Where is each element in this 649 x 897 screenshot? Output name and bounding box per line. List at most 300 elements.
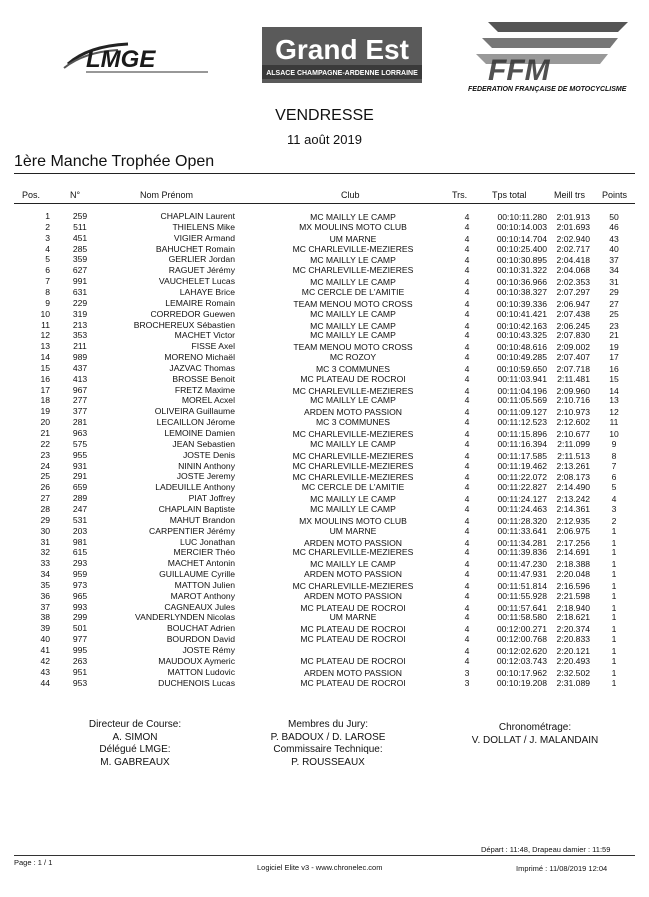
result-laps: 4 xyxy=(464,385,470,396)
result-points: 2 xyxy=(611,515,617,526)
result-best-lap: 2:16.596 xyxy=(556,580,590,591)
result-position: 2 xyxy=(45,221,50,232)
result-position: 39 xyxy=(40,623,50,634)
result-club: MC CHARLEVILLE-MEZIERES xyxy=(292,472,414,483)
result-bib-number: 285 xyxy=(72,243,88,254)
result-total-time: 00:11:04.196 xyxy=(497,385,547,396)
result-bib-number: 627 xyxy=(72,265,88,276)
result-laps: 4 xyxy=(464,494,470,505)
result-position: 28 xyxy=(40,503,50,514)
result-best-lap: 2:11.513 xyxy=(557,450,590,461)
result-club: MC CHARLEVILLE-MEZIERES xyxy=(292,243,414,254)
result-rider-name: MACHET Victor xyxy=(174,330,235,341)
result-points: 50 xyxy=(609,212,619,222)
result-points: 29 xyxy=(609,286,619,297)
result-rider-name: BOUCHAT Adrien xyxy=(167,623,235,634)
result-position: 5 xyxy=(45,254,50,265)
result-position: 10 xyxy=(40,308,50,319)
result-club: ARDEN MOTO PASSION xyxy=(303,569,403,580)
table-row xyxy=(0,254,649,264)
result-laps: 4 xyxy=(464,590,470,601)
result-best-lap: 2:11.481 xyxy=(557,373,590,384)
result-best-lap: 2:06.975 xyxy=(556,525,590,536)
result-best-lap: 2:10.677 xyxy=(556,429,590,439)
result-position: 36 xyxy=(40,590,50,601)
footer-divider xyxy=(14,855,635,856)
result-laps: 4 xyxy=(464,277,470,288)
lmge-logo-text: LMGE xyxy=(86,46,156,73)
lmge-logo xyxy=(58,38,218,78)
result-bib-number: 953 xyxy=(72,677,88,688)
result-position: 7 xyxy=(45,276,50,287)
result-rider-name: NININ Anthony xyxy=(178,460,235,471)
result-total-time: 00:10:36.966 xyxy=(496,277,547,288)
result-best-lap: 2:20.833 xyxy=(556,634,590,645)
result-points: 1 xyxy=(611,677,617,688)
result-bib-number: 263 xyxy=(72,655,88,666)
result-bib-number: 959 xyxy=(72,569,88,580)
result-rider-name: GUILLAUME Cyrille xyxy=(159,569,235,580)
result-bib-number: 501 xyxy=(72,623,88,634)
result-rider-name: VIGIER Armand xyxy=(173,232,235,243)
result-best-lap: 2:01.693 xyxy=(556,221,590,232)
result-total-time: 00:12:02.620 xyxy=(496,646,547,656)
table-row xyxy=(0,374,649,384)
result-position: 42 xyxy=(40,655,50,666)
result-club: MC PLATEAU DE ROCROI xyxy=(300,624,406,635)
result-laps: 4 xyxy=(464,569,470,580)
result-points: 1 xyxy=(611,634,617,645)
result-rider-name: BROSSE Benoit xyxy=(172,373,235,384)
result-position: 20 xyxy=(40,417,50,428)
result-position: 22 xyxy=(40,438,50,449)
result-club: MC CHARLEVILLE-MEZIERES xyxy=(292,580,414,591)
result-points: 4 xyxy=(611,494,617,505)
table-row xyxy=(0,417,649,427)
result-club: MC PLATEAU DE ROCROI xyxy=(300,655,406,666)
col-header-pos: Pos. xyxy=(22,190,41,200)
official-line: Chronométrage: xyxy=(498,722,572,733)
table-row xyxy=(0,428,649,438)
result-best-lap: 2:07.297 xyxy=(556,286,590,297)
table-row xyxy=(0,526,649,536)
result-points: 10 xyxy=(609,429,619,439)
table-row xyxy=(0,547,649,557)
table-row xyxy=(0,580,649,590)
result-total-time: 00:11:16.394 xyxy=(497,438,547,449)
col-header-club: Club xyxy=(341,190,360,200)
result-rider-name: MAROT Anthony xyxy=(170,590,235,601)
result-best-lap: 2:20.048 xyxy=(556,569,590,580)
result-club: MC 3 COMMUNES xyxy=(315,363,390,374)
result-position: 33 xyxy=(40,558,50,569)
result-position: 32 xyxy=(40,547,50,558)
result-position: 34 xyxy=(40,569,50,580)
result-laps: 4 xyxy=(464,525,470,536)
result-total-time: 00:10:42.163 xyxy=(496,320,547,331)
result-laps: 4 xyxy=(464,634,470,645)
result-rider-name: MATTON Ludovic xyxy=(167,666,235,677)
result-rider-name: FISSE Axel xyxy=(191,341,235,352)
result-best-lap: 2:10.716 xyxy=(556,395,590,406)
official-line: Délégué LMGE: xyxy=(99,744,171,755)
result-position: 16 xyxy=(40,373,50,384)
result-position: 18 xyxy=(40,395,50,406)
result-club: MC CHARLEVILLE-MEZIERES xyxy=(292,460,414,471)
result-laps: 4 xyxy=(464,212,470,222)
result-points: 1 xyxy=(611,602,617,613)
result-position: 3 xyxy=(45,232,50,243)
result-laps: 4 xyxy=(464,602,470,613)
result-total-time: 00:11:57.641 xyxy=(497,602,547,613)
result-total-time: 00:10:49.285 xyxy=(496,352,547,363)
table-row xyxy=(0,276,649,286)
result-position: 13 xyxy=(40,341,50,352)
result-points: 1 xyxy=(611,655,617,666)
table-row xyxy=(0,363,649,373)
result-points: 12 xyxy=(609,407,619,418)
result-best-lap: 2:09.002 xyxy=(556,342,590,353)
result-club: MX MOULINS MOTO CLUB xyxy=(299,221,407,232)
result-club: MC PLATEAU DE ROCROI xyxy=(300,634,406,645)
result-rider-name: MORENO Michaël xyxy=(164,352,235,363)
result-laps: 4 xyxy=(464,417,470,428)
result-bib-number: 289 xyxy=(72,493,88,504)
result-total-time: 00:11:47.931 xyxy=(497,569,547,580)
result-rider-name: JOSTE Denis xyxy=(182,449,235,460)
result-rider-name: GERLIER Jordan xyxy=(168,254,235,265)
result-club: MC MAILLY LE CAMP xyxy=(310,438,396,449)
result-total-time: 00:10:41.421 xyxy=(496,308,547,319)
ffm-caption xyxy=(468,86,626,93)
result-position: 31 xyxy=(40,536,50,547)
result-laps: 3 xyxy=(464,677,470,688)
result-total-time: 00:11:33.641 xyxy=(497,525,547,536)
result-bib-number: 575 xyxy=(72,438,88,449)
result-club: MC MAILLY LE CAMP xyxy=(310,494,396,505)
table-row xyxy=(0,569,649,579)
result-bib-number: 615 xyxy=(72,547,88,558)
result-laps: 3 xyxy=(464,667,470,678)
result-bib-number: 963 xyxy=(72,428,88,438)
result-laps: 4 xyxy=(464,221,470,232)
result-points: 1 xyxy=(611,646,617,656)
result-rider-name: LEMAIRE Romain xyxy=(165,297,235,308)
result-position: 35 xyxy=(40,579,50,590)
result-bib-number: 531 xyxy=(72,514,88,525)
table-row xyxy=(0,233,649,243)
result-total-time: 00:11:51.814 xyxy=(497,580,547,591)
result-laps: 4 xyxy=(464,655,470,666)
result-rider-name: CHAPLAIN Laurent xyxy=(160,211,235,221)
table-row xyxy=(0,341,649,351)
result-club: MC CHARLEVILLE-MEZIERES xyxy=(292,385,414,396)
result-total-time: 00:10:38.327 xyxy=(496,286,547,297)
table-row xyxy=(0,298,649,308)
result-best-lap: 2:01.913 xyxy=(556,212,590,222)
result-bib-number: 659 xyxy=(72,482,88,493)
result-bib-number: 203 xyxy=(72,525,88,536)
result-bib-number: 993 xyxy=(72,601,88,612)
result-club: ARDEN MOTO PASSION xyxy=(303,407,403,418)
result-bib-number: 955 xyxy=(72,449,88,460)
result-points: 23 xyxy=(609,320,619,331)
result-best-lap: 2:08.173 xyxy=(556,472,590,483)
official-line: M. GABREAUX xyxy=(100,756,170,768)
result-bib-number: 291 xyxy=(72,471,88,482)
result-rider-name: VANDERLYNDEN Nicolas xyxy=(135,612,235,623)
officials-race-direction xyxy=(60,719,210,769)
officials-timing xyxy=(455,722,615,747)
result-laps: 4 xyxy=(464,395,470,406)
result-rider-name: MOREL Acxel xyxy=(181,395,235,406)
result-bib-number: 213 xyxy=(72,319,88,330)
result-best-lap: 2:06.947 xyxy=(556,298,590,309)
result-total-time: 00:12:00.271 xyxy=(496,624,547,635)
result-best-lap: 2:09.960 xyxy=(556,385,590,396)
result-rider-name: MERCIER Théo xyxy=(173,547,235,558)
title-divider xyxy=(14,173,635,174)
result-club: UM MARNE xyxy=(329,525,377,536)
official-line: P. BADOUX / D. LAROSE xyxy=(270,731,386,743)
result-total-time: 00:10:25.400 xyxy=(496,243,547,254)
result-best-lap: 2:21.598 xyxy=(556,590,590,601)
result-rider-name: MATTON Julien xyxy=(174,579,235,590)
footer-printed: Imprimé : 11/08/2019 12:04 xyxy=(516,864,608,873)
result-position: 30 xyxy=(40,525,50,536)
result-bib-number: 353 xyxy=(72,330,88,341)
result-total-time: 00:10:14.003 xyxy=(496,221,547,232)
result-best-lap: 2:13.242 xyxy=(556,494,590,505)
result-laps: 4 xyxy=(464,482,470,493)
result-club: MC MAILLY LE CAMP xyxy=(310,330,396,341)
col-header-meill: Meill trs xyxy=(554,190,585,200)
result-position: 15 xyxy=(40,362,50,373)
result-best-lap: 2:20.493 xyxy=(556,655,590,666)
result-best-lap: 2:14.490 xyxy=(556,482,590,493)
result-best-lap: 2:12.602 xyxy=(556,417,590,428)
result-total-time: 00:11:55.928 xyxy=(497,590,547,601)
result-club: MC MAILLY LE CAMP xyxy=(310,395,396,406)
col-header-points: Points xyxy=(602,190,628,200)
official-line: A. SIMON xyxy=(112,731,158,743)
table-row xyxy=(0,558,649,568)
result-bib-number: 981 xyxy=(72,536,88,547)
result-total-time: 00:10:31.322 xyxy=(496,265,547,276)
result-laps: 4 xyxy=(464,363,470,374)
official-line: V. DOLLAT / J. MALANDAIN xyxy=(471,734,599,746)
result-club: MX MOULINS MOTO CLUB xyxy=(299,515,407,526)
result-total-time: 00:10:43.325 xyxy=(496,330,547,341)
result-points: 1 xyxy=(611,537,617,548)
footer-start-time: Départ : 11:48, Drapeau damier : 11:59 xyxy=(481,845,611,854)
result-laps: 4 xyxy=(464,450,470,461)
result-bib-number: 277 xyxy=(72,395,88,406)
result-position: 17 xyxy=(40,384,50,395)
result-bib-number: 413 xyxy=(72,373,88,384)
result-position: 43 xyxy=(40,666,50,677)
result-bib-number: 931 xyxy=(72,460,88,471)
table-row xyxy=(0,515,649,525)
result-points: 43 xyxy=(609,233,619,244)
result-best-lap: 2:20.374 xyxy=(556,624,590,635)
result-laps: 4 xyxy=(464,373,470,384)
result-position: 4 xyxy=(45,243,50,254)
ffm-logo-text: FFM xyxy=(488,54,550,82)
result-bib-number: 965 xyxy=(72,590,88,601)
result-points: 34 xyxy=(609,265,619,276)
result-points: 21 xyxy=(609,330,619,341)
result-points: 1 xyxy=(611,667,617,678)
col-header-trs: Trs. xyxy=(452,190,468,200)
result-rider-name: MAHUT Brandon xyxy=(169,514,235,525)
result-points: 1 xyxy=(611,547,617,558)
result-total-time: 00:11:22.072 xyxy=(497,472,547,483)
result-laps: 4 xyxy=(464,320,470,331)
result-club: MC CHARLEVILLE-MEZIERES xyxy=(292,547,414,558)
result-points: 1 xyxy=(611,525,617,536)
result-points: 19 xyxy=(609,342,619,353)
result-position: 12 xyxy=(40,330,50,341)
result-laps: 4 xyxy=(464,286,470,297)
table-row xyxy=(0,406,649,416)
result-points: 13 xyxy=(609,395,619,406)
result-position: 44 xyxy=(40,677,50,688)
result-best-lap: 2:18.388 xyxy=(556,559,590,570)
result-position: 8 xyxy=(45,286,50,297)
table-row xyxy=(0,537,649,547)
result-laps: 4 xyxy=(464,407,470,418)
result-position: 9 xyxy=(45,297,50,308)
table-row xyxy=(0,385,649,395)
result-laps: 4 xyxy=(464,233,470,244)
result-best-lap: 2:18.940 xyxy=(556,602,590,613)
result-total-time: 00:11:24.463 xyxy=(497,503,547,514)
table-row xyxy=(0,678,649,688)
official-line: Commissaire Technique: xyxy=(273,744,383,755)
result-points: 37 xyxy=(609,255,619,266)
result-bib-number: 989 xyxy=(72,352,88,363)
result-position: 25 xyxy=(40,471,50,482)
result-club: MC MAILLY LE CAMP xyxy=(310,277,396,288)
result-bib-number: 437 xyxy=(72,362,88,373)
result-club: MC CHARLEVILLE-MEZIERES xyxy=(292,265,414,276)
result-rider-name: JAZVAC Thomas xyxy=(169,362,235,373)
result-best-lap: 2:07.718 xyxy=(556,363,590,374)
result-rider-name: DUCHENOIS Lucas xyxy=(158,677,235,688)
result-points: 27 xyxy=(609,298,619,309)
result-laps: 4 xyxy=(464,330,470,341)
official-line: Membres du Jury: xyxy=(287,719,369,730)
result-best-lap: 2:12.935 xyxy=(556,515,590,526)
result-points: 31 xyxy=(609,277,619,288)
result-position: 41 xyxy=(40,645,50,655)
table-row xyxy=(0,352,649,362)
result-club: MC CHARLEVILLE-MEZIERES xyxy=(292,429,414,439)
result-club: UM MARNE xyxy=(329,233,377,244)
result-position: 19 xyxy=(40,406,50,417)
result-bib-number: 377 xyxy=(72,406,88,417)
result-laps: 4 xyxy=(464,438,470,449)
result-best-lap: 2:07.830 xyxy=(556,330,590,341)
result-laps: 4 xyxy=(464,559,470,570)
result-laps: 4 xyxy=(464,580,470,591)
table-row xyxy=(0,667,649,677)
col-header-time: Tps total xyxy=(492,190,527,200)
result-rider-name: FRETZ Maxime xyxy=(174,384,235,395)
result-best-lap: 2:14.691 xyxy=(556,547,590,558)
result-best-lap: 2:07.438 xyxy=(556,308,590,319)
result-bib-number: 319 xyxy=(72,308,88,319)
result-bib-number: 247 xyxy=(72,503,88,514)
result-points: 17 xyxy=(609,352,619,363)
result-rider-name: JOSTE Jeremy xyxy=(176,471,235,482)
result-laps: 4 xyxy=(464,352,470,363)
result-total-time: 00:11:22.827 xyxy=(497,482,547,493)
table-row xyxy=(0,439,649,449)
table-row xyxy=(0,612,649,622)
result-laps: 4 xyxy=(464,429,470,439)
table-row xyxy=(0,623,649,633)
result-points: 1 xyxy=(611,624,617,635)
result-bib-number: 511 xyxy=(73,221,87,232)
result-club: UM MARNE xyxy=(329,612,377,623)
result-points: 1 xyxy=(611,580,617,591)
result-total-time: 00:11:15.896 xyxy=(497,429,547,439)
result-bib-number: 973 xyxy=(72,579,88,590)
result-club: MC MAILLY LE CAMP xyxy=(310,559,396,570)
table-row xyxy=(0,450,649,460)
result-club: MC MAILLY LE CAMP xyxy=(310,320,396,331)
table-row xyxy=(0,309,649,319)
table-row xyxy=(0,320,649,330)
result-position: 23 xyxy=(40,449,50,460)
result-laps: 4 xyxy=(464,537,470,548)
result-bib-number: 451 xyxy=(72,232,88,243)
result-laps: 4 xyxy=(464,547,470,558)
result-total-time: 00:11:47.230 xyxy=(497,559,547,570)
result-points: 7 xyxy=(611,460,617,471)
result-laps: 4 xyxy=(464,612,470,623)
result-rider-name: CARPENTIER Jérémy xyxy=(149,525,235,536)
result-club: MC CHARLEVILLE-MEZIERES xyxy=(292,450,414,461)
result-total-time: 00:10:11.280 xyxy=(497,212,547,222)
result-rider-name: MACHET Antonin xyxy=(167,558,235,569)
result-total-time: 00:10:17.962 xyxy=(496,667,547,678)
race-title: 1ère Manche Trophée Open xyxy=(14,153,215,170)
result-best-lap: 2:07.407 xyxy=(556,352,590,363)
result-rider-name: CHAPLAIN Baptiste xyxy=(158,503,235,514)
table-row xyxy=(0,461,649,471)
table-row xyxy=(0,634,649,644)
event-date: 11 août 2019 xyxy=(287,132,362,147)
ffm-logo xyxy=(468,22,628,82)
result-position: 26 xyxy=(40,482,50,493)
result-club: MC MAILLY LE CAMP xyxy=(310,308,396,319)
result-rider-name: JEAN Sebastien xyxy=(172,438,235,449)
result-laps: 4 xyxy=(464,515,470,526)
result-position: 21 xyxy=(40,428,50,438)
grand-est-logo-text: Grand Est xyxy=(275,34,409,65)
result-bib-number: 281 xyxy=(72,417,88,428)
official-line: P. ROUSSEAUX xyxy=(291,756,365,768)
ffm-caption-text: FEDERATION FRANÇAISE DE MOTOCYCLISME xyxy=(468,86,627,93)
table-row xyxy=(0,482,649,492)
result-best-lap: 2:13.261 xyxy=(556,460,590,471)
result-club: MC PLATEAU DE ROCROI xyxy=(300,602,406,613)
result-total-time: 00:11:24.127 xyxy=(497,494,547,505)
result-laps: 4 xyxy=(464,503,470,514)
